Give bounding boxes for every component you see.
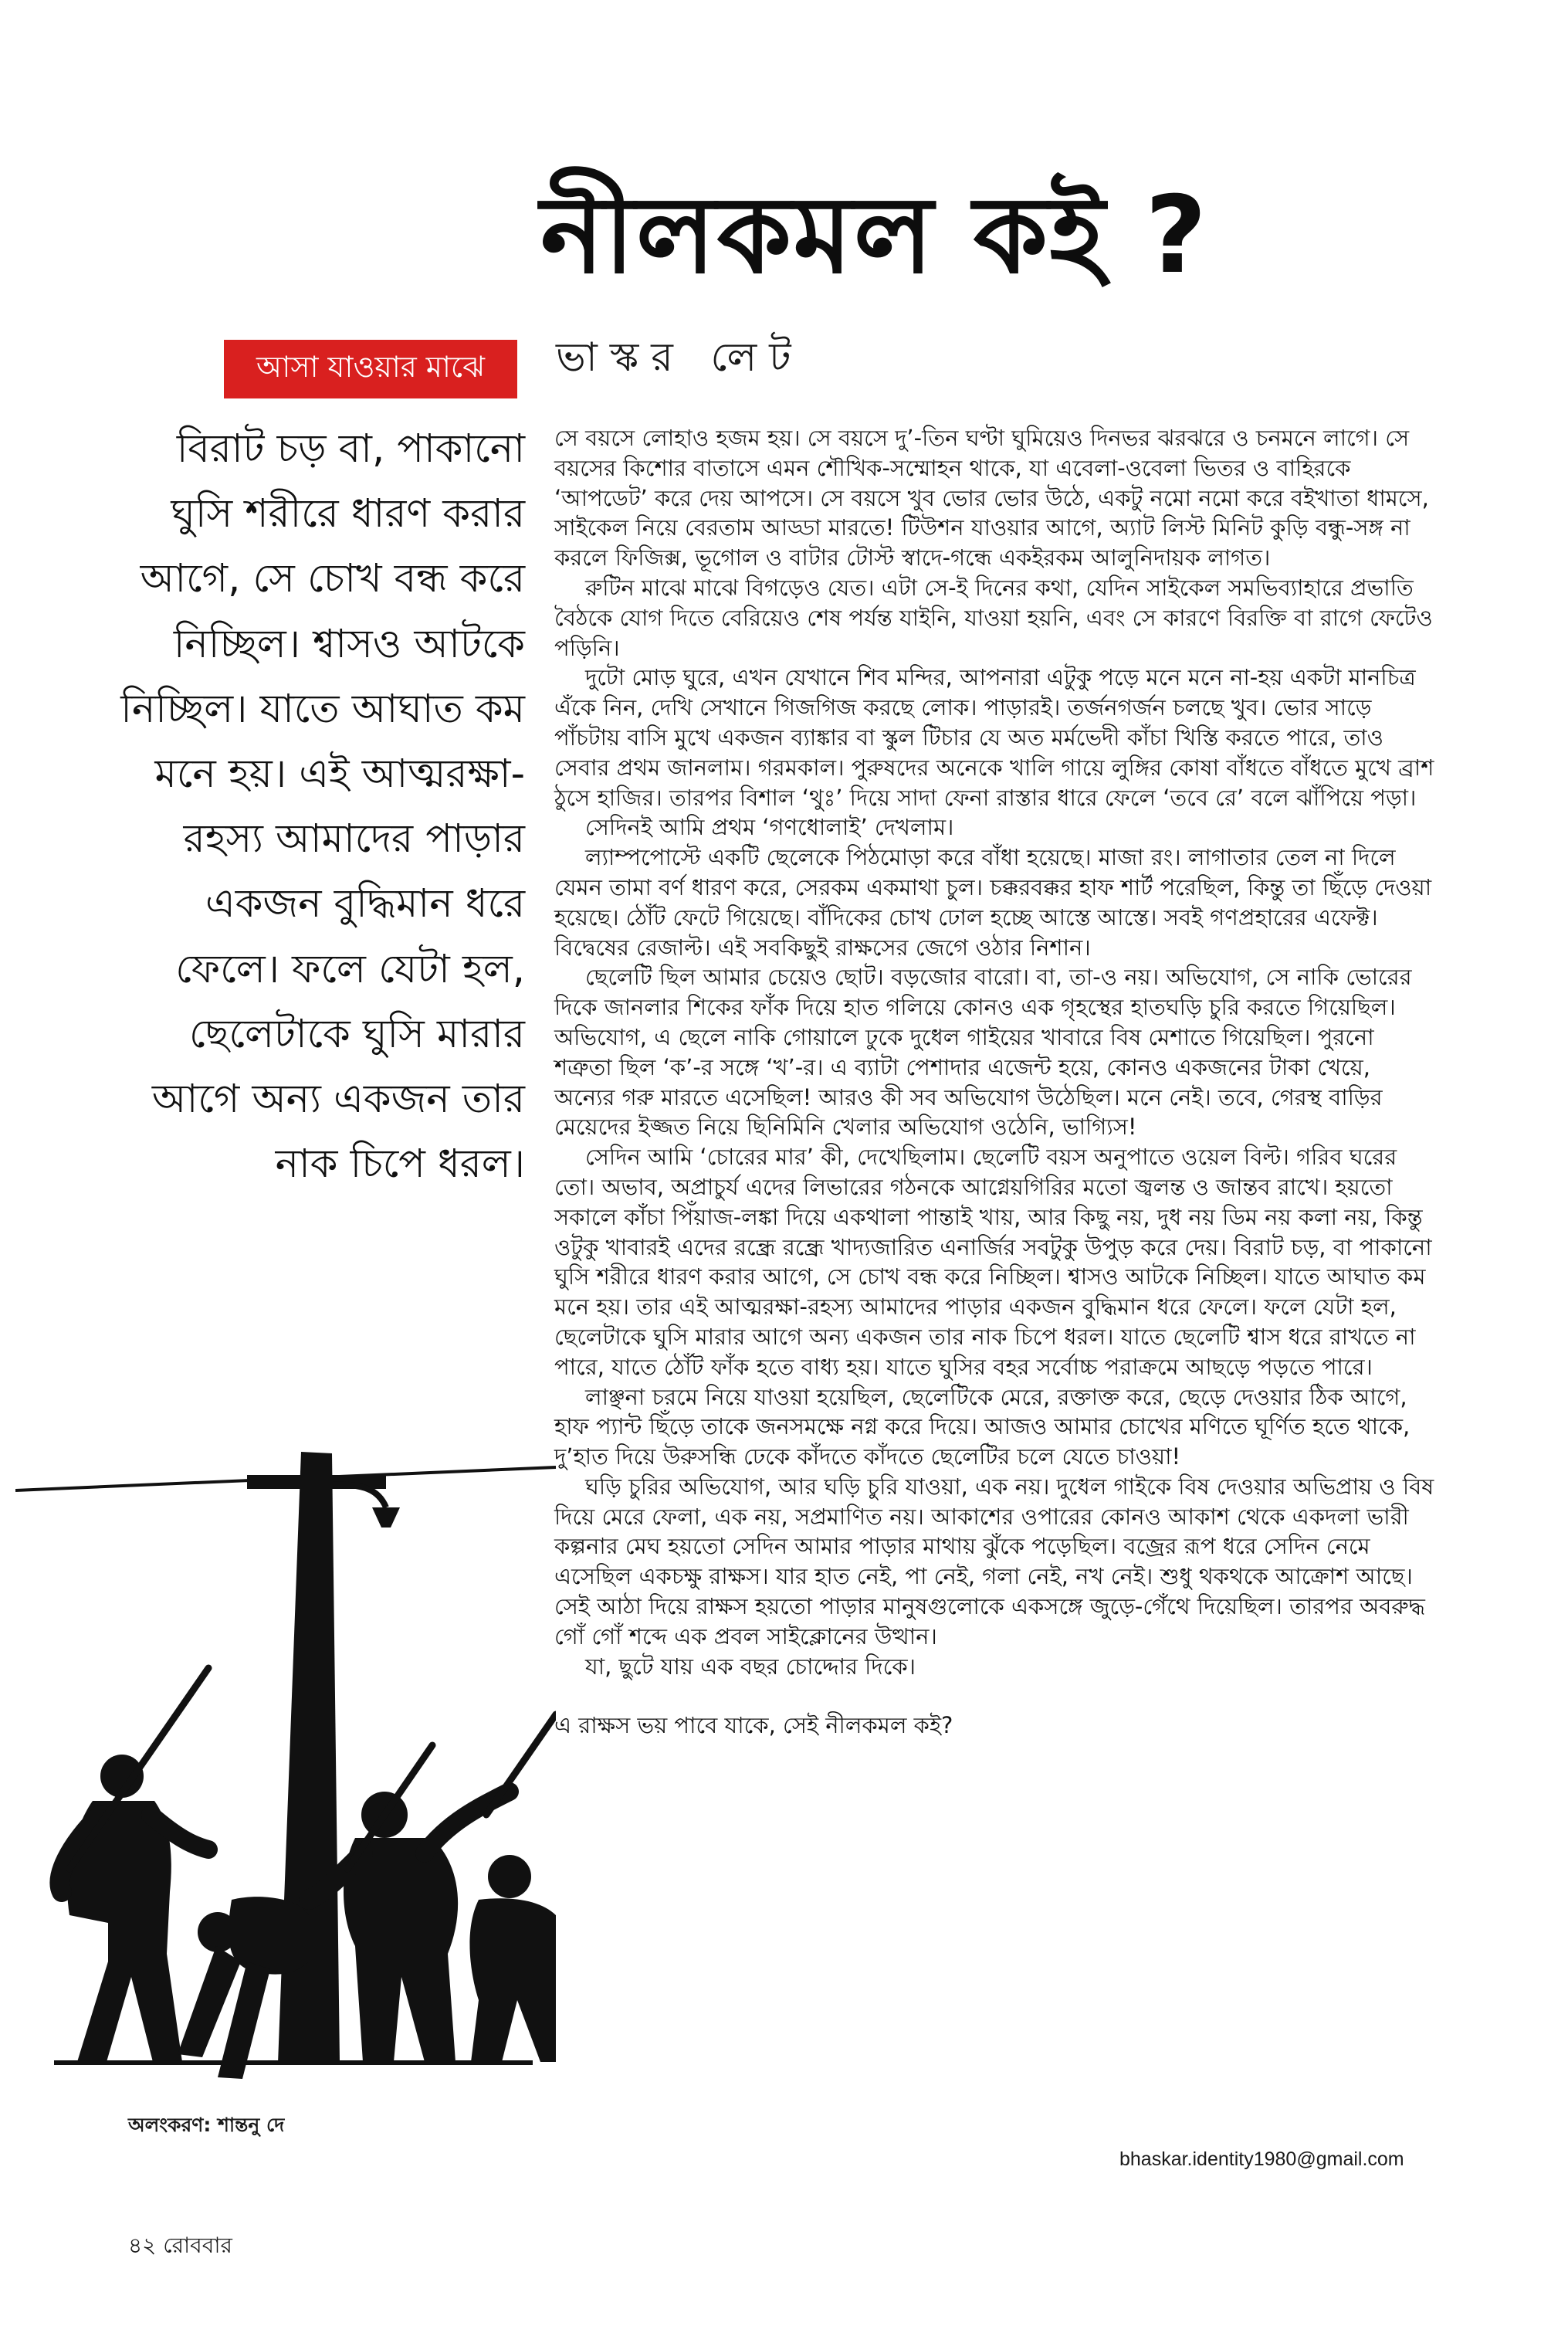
paragraph: ঘড়ি চুরির অভিযোগ, আর ঘড়ি চুরি যাওয়া, এক নয়। দুধেল গাইকে বিষ দেওয়ার অভিপ্রায় ও বিষ দিয়ে মেরে ফেলা, এক নয়, সপ্রমাণিত নয়। আকাশের ওপারের কোনও আকাশ থেকে একদলা ভারী কল্পনার মেঘ হয়তো সেদিন আমার পাড়ার মাথায় ঝুঁকে পড়েছিল। বজ্রের রূপ ধরে সেদিন নেমে এসেছিল একচক্ষু রাক্ষস। যার হাত নেই, পা নেই, গলা নেই, নখ নেই। শুধু থকথকে আক্রোশ আছে। সেই আঠা দিয়ে রাক্ষস হয়তো পাড়ার মানুষগুলোকে একসঙ্গে জুড়ে-গেঁথে দিয়েছিল। তারপর অবরুদ্ধ গোঁ গোঁ শব্দে এক প্রবল সাইক্লোনের উত্থান। — [554, 1473, 1434, 1650]
paragraph: সেদিন আমি ‘চোরের মার’ কী, দেখেছিলাম। ছেলেটি বয়স অনুপাতে ওয়েল বিল্ট। গরিব ঘরের তো। অভাব, অপ্রাচুর্য এদের লিভারের গঠনকে আগ্নেয়গিরির মতো জ্বলন্ত ও জান্তব রাখে। হয়তো সকালে কাঁচা পিঁয়াজ-লঙ্কা দিয়ে একথালা পান্তাই খায়, আর কিছু নয়, দুধ নয় ডিম নয় কলা নয়, কিন্তু ওটুকু খাবারই এদের রন্ধ্রে রন্ধ্রে খাদ্যজারিত এনার্জির সবটুকু উপুড় করে দেয়। বিরাট চড়, বা পাকানো ঘুসি শরীরে ধারণ করার আগে, সে চোখ বন্ধ করে নিচ্ছিল। শ্বাসও আটকে নিচ্ছিল। যাতে আঘাত কম মনে হয়। তার এই আত্মরক্ষা-রহস্য আমাদের পাড়ার একজন বুদ্ধিমান ধরে ফেলে। ফলে যেটা হল, ছেলেটাকে ঘুসি মারার আগে অন্য একজন তার নাক চিপে ধরল। যাতে ছেলেটি শ্বাস ধরে রাখতে না পারে, যাতে ঠোঁট ফাঁক হতে বাধ্য হয়। যাতে ঘুসির বহর সর্বোচ্চ পরাক্রমে আছড়ে পড়তে পারে। — [554, 1144, 1432, 1380]
closing-line: এ রাক্ষস ভয় পাবে যাকে, সেই নীলকমল কই? — [554, 1712, 953, 1739]
article-title: নীলকমল কই ? — [540, 173, 1209, 297]
second-right-attacker — [469, 1855, 556, 2062]
page-folio: ৪২ রোববার — [128, 2233, 232, 2258]
paragraph: যা, ছুটে যায় এক বছর চোদ্দোর দিকে। — [585, 1653, 916, 1680]
paragraph: রুটিন মাঝে মাঝে বিগড়েও যেত। এটা সে-ই দিনের কথা, যেদিন সাইকেল সমভিব্যাহারে প্রভাতি বৈঠকে যোগ দিতে বেরিয়েও শেষ পর্যন্ত যাইনি, যাওয়া হয়নি, এবং সে কারণে বিরক্তি বা রাগে ফেটেও পড়িনি। — [554, 574, 1433, 661]
author-email: bhaskar.identity1980@gmail.com — [1119, 2148, 1404, 2170]
paragraph: সেদিনই আমি প্রথম ‘গণধোলাই’ দেখলাম। — [585, 814, 954, 841]
pull-quote — [116, 417, 525, 1197]
paragraph: দুটো মোড় ঘুরে, এখন যেখানে শিব মন্দির, আপনারা এটুকু পড়ে মনে মনে না-হয় একটা মানচিত্র এঁকে নিন, দেখি সেখানে গিজগিজ করছে লোক। পাড়ারই। তর্জনগর্জন চলছে খুব। ভোর সাড়ে পাঁচটায় বাসি মুখে একজন ব্যাঙ্কার বা স্কুল টিচার যে অত মর্মভেদী কাঁচা খিস্তি করতে পারে, তাও সেবার প্রথম জানলাম। গরমকাল। পুরুষদের অনেকে খালি গায়ে লুঙ্গির কোষা বাঁধতে বাঁধতে মুখে ব্রাশ ঠুসে হাজির। তারপর বিশাল ‘থুঃ’ দিয়ে সাদা ফেনা রাস্তার ধারে ফেলে ‘তবে রে’ বলে ঝাঁপিয়ে পড়া। — [554, 664, 1434, 811]
author-byline: ভাস্কর লেট — [556, 334, 804, 381]
article-body — [554, 423, 1436, 1741]
column-tag: আসা যাওয়ার মাঝে — [224, 340, 517, 398]
beating-illustration — [15, 1282, 556, 2101]
paragraph: ছেলেটি ছিল আমার চেয়েও ছোট। বড়জোর বারো। বা, তা-ও নয়। অভিযোগ, সে নাকি ভোরের দিকে জানলার শিকের ফাঁক দিয়ে হাত গলিয়ে কোনও এক গৃহস্থের হাতঘড়ি চুরি করতে গিয়েছিল। অভিযোগ, এ ছেলে নাকি গোয়ালে ঢুকে দুধেল গাইয়ের খাবারে বিষ মেশাতে গিয়েছিল। পুরনো শত্রুতা ছিল ‘ক’-র সঙ্গে ‘খ’-র। এ ব্যাটা পেশাদার এজেন্ট হয়ে, কোনও একজনের টাকা খেয়ে, অন্যের গরু মারতে এসেছিল! আরও কী সব অভিযোগ উঠেছিল। মনে নেই। তবে, গেরস্থ বাড়ির মেয়েদের ইজ্জত নিয়ে ছিনিমিনি খেলার অভিযোগ ওঠেনি, ভাগ্যিস! — [554, 964, 1412, 1141]
lamp-shade — [372, 1507, 400, 1527]
paragraph: ল্যাম্পপোস্টে একটি ছেলেকে পিঠমোড়া করে বাঁধা হয়েছে। মাজা রং। লাগাতার তেল না দিলে যেমন তামা বর্ণ ধারণ করে, সেরকম একমাথা চুল। চক্করবক্কর হাফ শার্ট পরেছিল, কিন্তু তা ছিঁড়ে দেওয়া হয়েছে। ঠোঁট ফেটে গিয়েছে। বাঁদিকের চোখ ঢোল হচ্ছে আস্তে আস্তে। সবই গণপ্রহারের এফেক্ট। বিদ্বেষের রেজাল্ট। এই সবকিছুই রাক্ষসের জেগে ওঠার নিশান। — [554, 844, 1432, 961]
paragraph: লাঞ্ছনা চরমে নিয়ে যাওয়া হয়েছিল, ছেলেটিকে মেরে, রক্তাক্ত করে, ছেড়ে দেওয়ার ঠিক আগে, হাফ প্যান্ট ছিঁড়ে তাকে জনসমক্ষে নগ্ন করে দিয়ে। আজও আমার চোখের মণিতে ঘূর্ণিত হতে থাকে, দু’হাত দিয়ে উরুসন্ধি ঢেকে কাঁদতে কাঁদতে ছেলেটির চলে যেতে চাওয়া! — [554, 1383, 1411, 1470]
ground-shadow — [54, 2060, 533, 2065]
paragraph: সে বয়সে লোহাও হজম হয়। সে বয়সে দু’-তিন ঘণ্টা ঘুমিয়েও দিনভর ঝরঝরে ও চনমনে লাগে। সে বয়সের কিশোর বাতাসে এমন শৌখিক-সম্মোহন থাকে, যা এবেলা-ওবেলা ভিতর ও বাহিরকে ‘আপডেট’ করে দেয় আপসে। সে বয়সে খুব ভোর ভোর উঠে, একটু নমো নমো করে বইখাতা ধামসে, সাইকেল নিয়ে বেরতাম আড্ডা মারতে! টিউশন যাওয়ার আগে, অ্যাট লিস্ট মিনিট কুড়ি বন্ধু-সঙ্গ না করলে ফিজিক্স, ভূগোল ও বাটার টোস্ট স্বাদে-গন্ধে একইরকম আলুনিদায়ক লাগত। — [554, 425, 1429, 571]
illustration-credit: অলংকরণ: শান্তনু দে — [128, 2114, 285, 2136]
pull-quote-text: বিরাট চড় বা, পাকানো ঘুসি শরীরে ধারণ করার আগে, সে চোখ বন্ধ করে নিচ্ছিল। শ্বাসও আটকে নিচ্ছিল। যাতে আঘাত কম মনে হয়। এই আত্মরক্ষা-রহস্য আমাদের পাড়ার একজন বুদ্ধিমান ধরে ফেলে। ফলে যেটা হল, ছেলেটাকে ঘুসি মারার আগে অন্য একজন তার নাক চিপে ধরল। — [120, 426, 525, 1188]
left-attacker — [59, 1668, 208, 2062]
